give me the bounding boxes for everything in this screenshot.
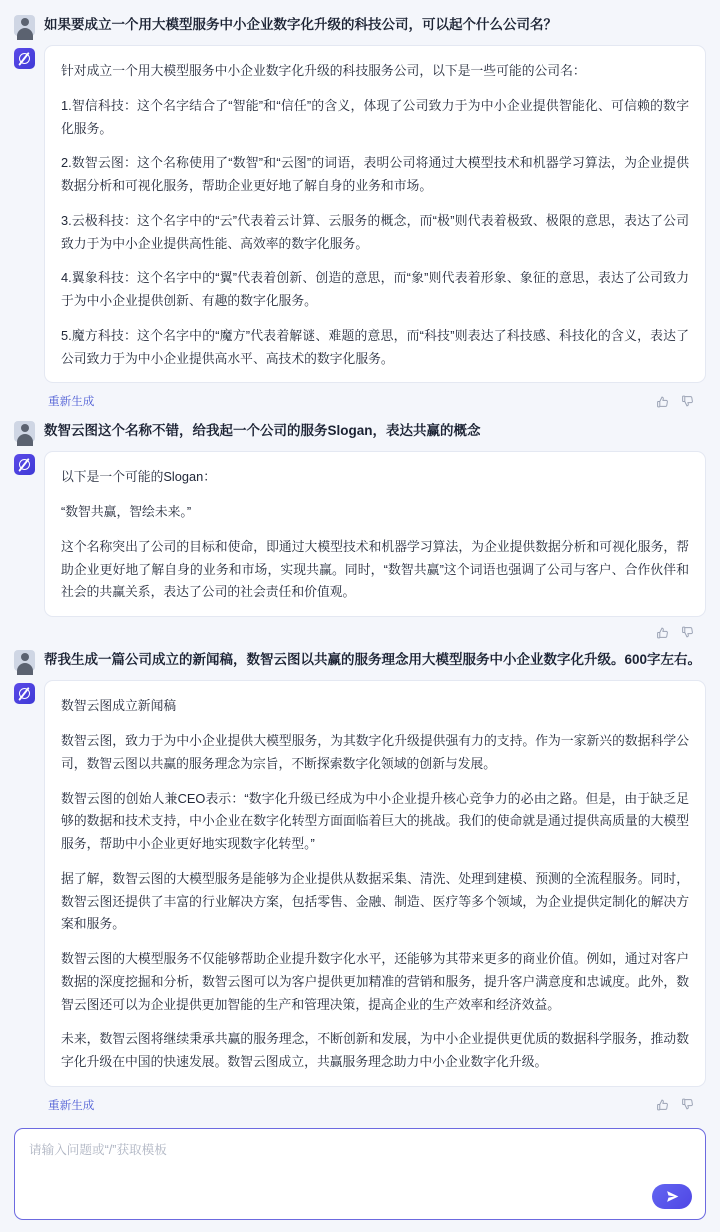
assistant-message-block [44, 45, 706, 412]
assistant-paragraph: 数智云图，致力于为中小企业提供大模型服务，为其数字化升级提供强有力的支持。作为一家新兴的数据科学公司，数智云图以共赢的服务理念为宗旨，不断探索数字化领域的创新与发展。 [61, 733, 689, 771]
assistant-paragraph: 这个名称突出了公司的目标和使命，即通过大模型技术和机器学习算法，为企业提供数据分析和可视化服务，帮助企业更好地了解自身的业务和市场，实现共赢。同时，“数智共赢”这个词语也强调了公司与客户、合作伙伴和社会的共赢关系，表达了公司的社会责任和价值观。 [61, 538, 689, 600]
assistant-message [14, 450, 706, 643]
assistant-paragraph: 针对成立一个用大模型服务中小企业数字化升级的科技服务公司，以下是一些可能的公司名： [61, 63, 586, 78]
assistant-paragraph: 4.翼象科技：这个名字中的“翼”代表着创新、创造的意思，而“象”则代表着形象、象征的意思，表达了公司致力于为中小企业提供创新、有趣的数字化服务。 [61, 270, 689, 309]
assistant-paragraph-title: 数智云图成立新闻稿 [61, 698, 177, 714]
regenerate-button[interactable]: 重新生成 [48, 395, 95, 409]
assistant-message [14, 44, 706, 414]
user-avatar-icon [14, 15, 35, 36]
assistant-avatar-icon [14, 683, 35, 704]
thumb-up-icon[interactable] [656, 626, 669, 639]
message-action-row [44, 383, 706, 412]
message-input-placeholder[interactable]: 请输入问题或“/”获取模板 [29, 1142, 167, 1157]
assistant-paragraph: 数智云图的大模型服务不仅能够帮助企业提升数字化水平，还能够为其带来更多的商业价值。例如，通过对客户数据的深度挖掘和分析，数智云图可以为客户提供更加精准的营销和服务，提升客户满意度和忠诚度。此外，数智云图还可以为企业提供更加智能的生产和管理决策，提高企业的生产效率和经济效益。 [61, 951, 689, 1012]
user-message-text: 如果要成立一个用大模型服务中小企业数字化升级的科技公司，可以起个什么公司名？ [44, 17, 557, 32]
assistant-message [14, 679, 706, 1118]
assistant-paragraph: “数智共赢，智绘未来。” [61, 504, 192, 520]
assistant-paragraph: 2.数智云图：这个名称使用了“数智”和“云图”的词语，表明公司将通过大模型技术和机器学习算法，为企业提供数据分析和可视化服务，帮助企业更好地了解自身的业务和市场。 [61, 155, 689, 194]
thumb-up-icon[interactable] [656, 395, 669, 408]
user-message-text: 帮我生成一篇公司成立的新闻稿，数智云图以共赢的服务理念用大模型服务中小企业数字化升级。600字左右。 [44, 652, 702, 668]
assistant-paragraph: 未来，数智云图将继续秉承共赢的服务理念，不断创新和发展，为中小企业提供更优质的数据科学服务，推动数字化升级在中国的快速发展。数智云图成立，共赢服务理念助力中小企业数字化升级。 [61, 1031, 689, 1070]
thumb-down-icon[interactable] [681, 395, 694, 408]
user-message [14, 414, 706, 450]
assistant-paragraph: 3.云极科技：这个名字中的“云”代表着云计算、云服务的概念，而“极”则代表着极致、极限的意思，表达了公司致力于为中小企业提供高性能、高效率的数字化服务。 [61, 212, 689, 251]
assistant-paragraph: 数智云图的创始人兼CEO表示：“数字化升级已经成为中小企业提升核心竞争力的必由之路。但是，由于缺乏足够的数据和技术支持，中小企业在数字化转型方面面临着巨大的挑战。我们的使命就是通过提供高质量的大模型服务，帮助中小企业更好地实现数字化转型。” [61, 790, 689, 852]
assistant-message-block [44, 680, 706, 1116]
composer-area [0, 1122, 720, 1232]
message-action-row [44, 617, 706, 641]
user-avatar-icon [14, 421, 35, 442]
assistant-paragraph: 据了解，数智云图的大模型服务是能够为企业提供从数据采集、清洗、处理到建模、预测的全流程服务。同时，数智云图还提供了丰富的行业解决方案，包括零售、金融、制造、医疗等多个领域，为企业提供定制化的解决方案和服务。 [61, 870, 689, 932]
assistant-message-bubble [44, 45, 706, 383]
user-message [14, 643, 706, 679]
assistant-message-bubble [44, 451, 706, 617]
message-action-row [44, 1087, 706, 1116]
user-avatar-icon [14, 650, 35, 671]
user-message [14, 8, 706, 44]
feedback-buttons [656, 1098, 704, 1111]
send-button[interactable] [652, 1184, 692, 1209]
feedback-buttons [656, 626, 704, 639]
assistant-avatar-icon [14, 454, 35, 475]
assistant-message-block [44, 451, 706, 641]
assistant-paragraph: 5.魔方科技：这个名字中的“魔方”代表着解谜、难题的意思，而“科技”则表达了科技感、科技化的含义，表达了公司致力于为中小企业提供高水平、高技术的数字化服务。 [61, 327, 689, 366]
thumb-up-icon[interactable] [656, 1098, 669, 1111]
assistant-avatar-icon [14, 48, 35, 69]
assistant-paragraph: 1.智信科技：这个名字结合了“智能”和“信任”的含义，体现了公司致力于为中小企业提供智能化、可信赖的数字化服务。 [61, 97, 689, 136]
regenerate-button[interactable]: 重新生成 [48, 1098, 95, 1112]
send-paper-plane-icon [665, 1189, 680, 1204]
thumb-down-icon[interactable] [681, 1098, 694, 1111]
user-message-text: 数智云图这个名称不错，给我起一个公司的服务Slogan，表达共赢的概念 [44, 423, 481, 439]
feedback-buttons [656, 395, 704, 408]
message-input-container[interactable] [14, 1128, 706, 1220]
assistant-paragraph: 以下是一个可能的Slogan： [61, 469, 217, 485]
thumb-down-icon[interactable] [681, 626, 694, 639]
assistant-message-bubble [44, 680, 706, 1087]
